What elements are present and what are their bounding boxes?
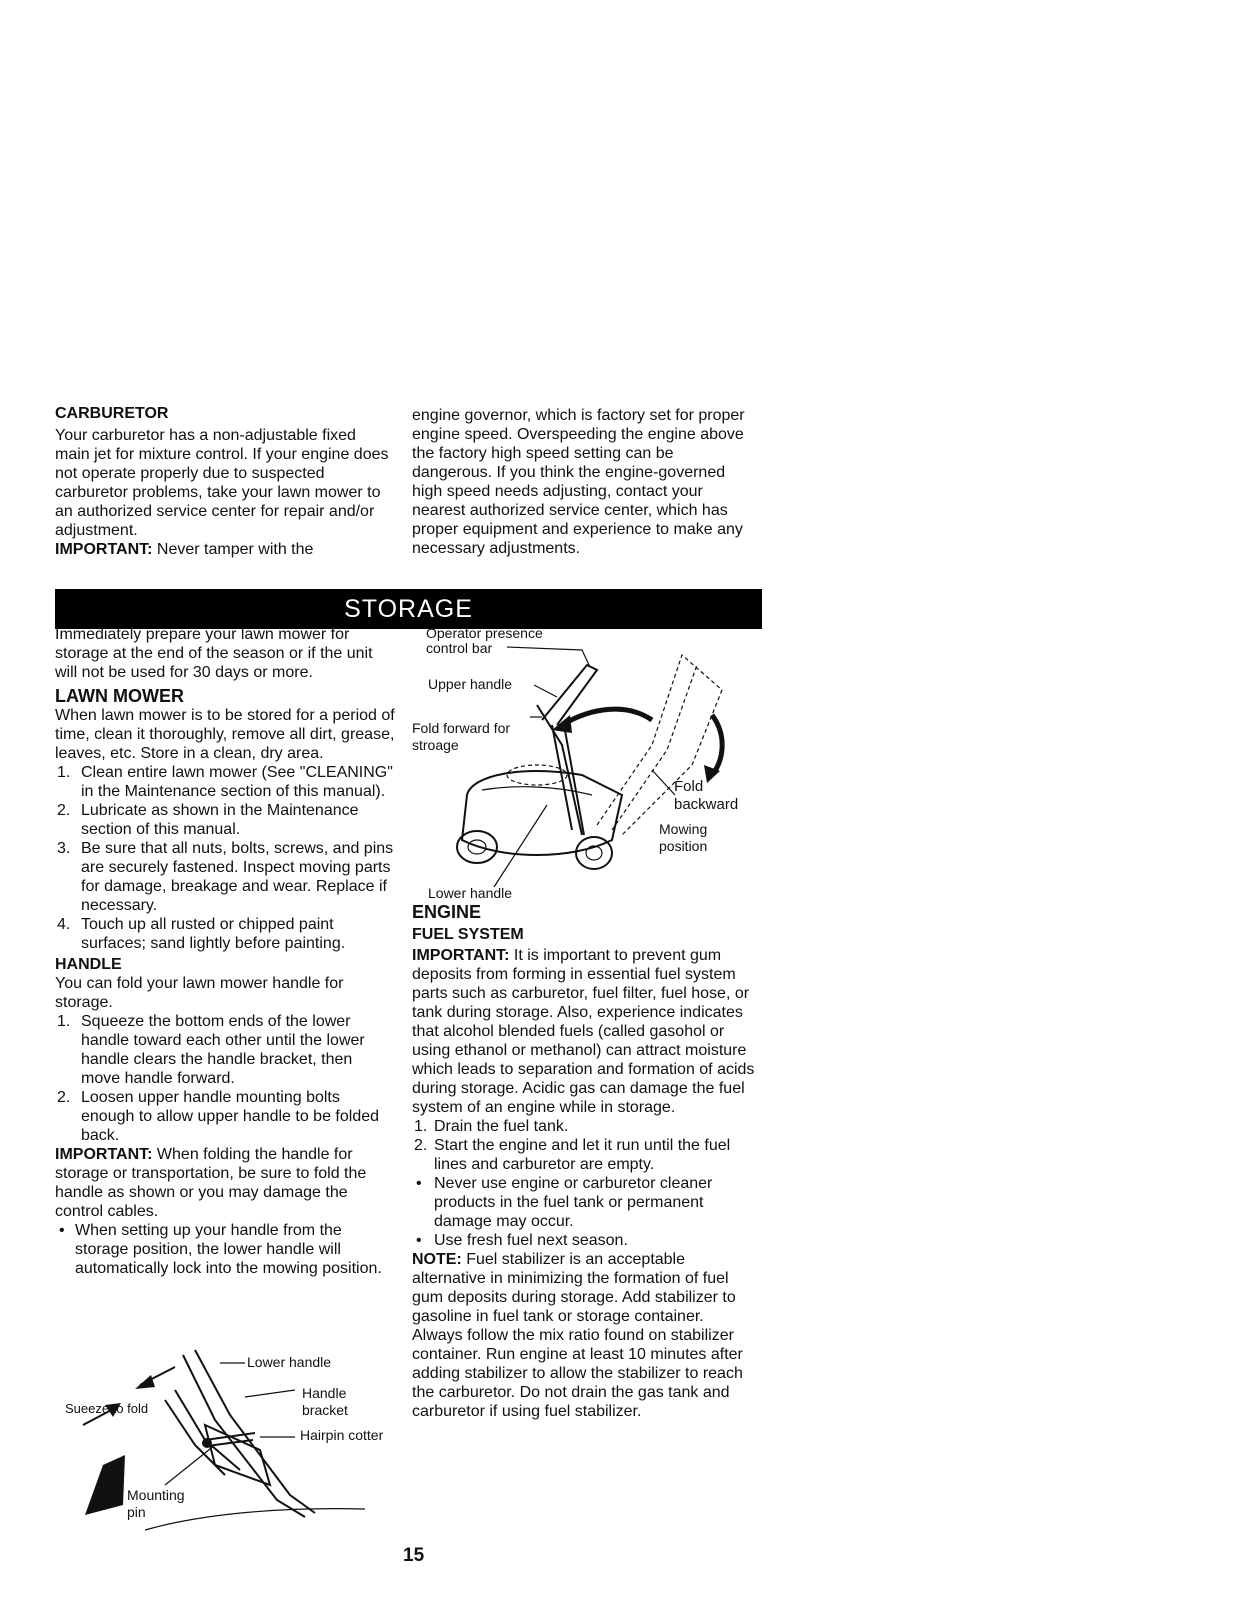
step-text: Loosen upper handle mounting bolts enough to allow upper handle to be folded back.	[81, 1089, 380, 1144]
engine-section	[412, 903, 757, 1421]
list-item	[412, 1231, 757, 1250]
operator-label-2: control bar	[426, 640, 493, 656]
handle-heading: HANDLE	[55, 956, 122, 973]
lawn-mower-body: When lawn mower is to be stored for a period of time, clean it thoroughly, remove all dirt, grease, leaves, etc. Store in a clean, dry area.	[55, 707, 395, 762]
handle-bracket-label-1: Handle	[302, 1385, 347, 1401]
mowing-label-1: Mowing	[659, 821, 708, 837]
lawn-mower-steps	[55, 763, 395, 953]
step-number: 4.	[57, 916, 71, 933]
fold-forward-label-2: stroage	[412, 737, 459, 753]
page-number: 15	[403, 1545, 425, 1566]
storage-left-column	[55, 625, 395, 1278]
bullet-text: When setting up your handle from the storage position, the lower handle will automatically lock into the mowing position.	[75, 1222, 382, 1277]
mounting-label-2: pin	[127, 1504, 146, 1520]
operator-label-1: Operator presence	[426, 625, 543, 641]
step-number: 2.	[414, 1137, 428, 1154]
handle-bullets	[55, 1221, 395, 1278]
step-text: Drain the fuel tank.	[434, 1118, 569, 1135]
step-text: Be sure that all nuts, bolts, screws, and pins are securely fastened. Inspect moving parts for damage, breakage and wear. Replace if necessary.	[81, 840, 394, 914]
note-label: NOTE:	[412, 1251, 462, 1268]
engine-bullets	[412, 1174, 757, 1250]
bullet-dot: •	[416, 1232, 422, 1249]
step-text: Lubricate as shown in the Maintenance section of this manual.	[81, 802, 359, 838]
carburetor-continued	[412, 406, 752, 558]
important-label: IMPORTANT:	[55, 541, 153, 558]
step-number: 1.	[414, 1118, 428, 1135]
important-label: IMPORTANT:	[412, 947, 510, 964]
mounting-label-1: Mounting	[127, 1487, 185, 1503]
list-item	[412, 1136, 757, 1174]
upper-handle-label: Upper handle	[428, 676, 513, 692]
handle-figure	[55, 1345, 400, 1535]
important-text: When folding the handle for storage or transportation, be sure to fold the handle as shown or you may damage the control cables.	[55, 1146, 367, 1220]
note-text: Fuel stabilizer is an acceptable alternative in minimizing the formation of fuel gum deposits during storage. Add stabilizer to gasoline in fuel tank or storage container. Always follow the mix ratio found on stabilizer container. Run engine at least 10 minutes after adding stabilizer to allow the stabilizer to reach the carburetor. Do not drain the gas tank and carburetor if using fuel stabilizer.	[412, 1251, 743, 1420]
step-number: 2.	[57, 802, 71, 819]
hairpin-label: Hairpin cotter	[300, 1427, 384, 1443]
carburetor-important	[55, 540, 395, 559]
step-text: Start the engine and let it run until the fuel lines and carburetor are empty.	[434, 1137, 731, 1173]
bullet-dot: •	[416, 1175, 422, 1192]
step-text: Squeeze the bottom ends of the lower handle toward each other until the lower handle clears the handle bracket, then move handle forward.	[81, 1013, 365, 1087]
list-item	[55, 1088, 395, 1145]
carburetor-continued-text: engine governor, which is factory set for proper engine speed. Overspeeding the engine above the factory high speed setting can be dangerous. If you think the engine-governed high speed needs adjusting, contact your nearest authorized service center, which has proper equipment and experience to make any necessary adjustments.	[412, 407, 745, 557]
list-item	[412, 1117, 757, 1136]
list-item	[412, 1174, 757, 1231]
engine-heading: ENGINE	[412, 902, 482, 922]
step-number: 2.	[57, 1089, 71, 1106]
bullet-text: Use fresh fuel next season.	[434, 1232, 628, 1249]
handle-body: You can fold your lawn mower handle for storage.	[55, 975, 344, 1011]
carburetor-section	[55, 404, 395, 559]
storage-intro: Immediately prepare your lawn mower for storage at the end of the season or if the unit will not be used for 30 days or more.	[55, 626, 373, 681]
handle-bracket-label-2: bracket	[302, 1402, 348, 1418]
fold-label-2: backward	[674, 796, 739, 813]
step-number: 1.	[57, 764, 71, 781]
list-item	[55, 1012, 395, 1088]
list-item	[55, 839, 395, 915]
bullet-dot: •	[59, 1222, 65, 1239]
mower-illustration	[412, 625, 757, 905]
step-text: Clean entire lawn mower (See "CLEANING" in the Maintenance section of this manual).	[81, 764, 393, 800]
lawn-mower-heading: LAWN MOWER	[55, 686, 184, 706]
list-item	[55, 801, 395, 839]
mower-figure	[412, 625, 757, 905]
important-text: It is important to prevent gum deposits from forming in essential fuel system parts such as carburetor, fuel filter, fuel hose, or tank during storage. Also, experience indicates that alcohol blended fuels (called gasohol or using ethanol or methanol) can attract moisture which leads to separation and formation of acids during storage. Acidic gas can damage the fuel system of an engine while in storage.	[412, 947, 755, 1116]
fold-forward-label-1: Fold forward for	[412, 720, 511, 736]
storage-banner: STORAGE	[55, 589, 762, 629]
step-number: 3.	[57, 840, 71, 857]
engine-steps	[412, 1117, 757, 1174]
sueeze-label: Sueeze to fold	[65, 1401, 149, 1416]
step-text: Touch up all rusted or chipped paint surfaces; sand lightly before painting.	[81, 916, 346, 952]
handle-important	[55, 1145, 395, 1221]
mowing-label-2: position	[659, 838, 708, 854]
bullet-text: Never use engine or carburetor cleaner products in the fuel tank or permanent damage may occur.	[434, 1175, 713, 1230]
lower-handle-label: Lower handle	[428, 885, 513, 901]
list-item	[55, 763, 395, 801]
list-item	[55, 915, 395, 953]
list-item	[55, 1221, 395, 1278]
engine-important	[412, 946, 757, 1117]
important-label: IMPORTANT:	[55, 1146, 153, 1163]
fuel-system-heading: FUEL SYSTEM	[412, 926, 524, 943]
important-text: Never tamper with the	[152, 541, 314, 558]
engine-note	[412, 1250, 757, 1421]
step-number: 1.	[57, 1013, 71, 1030]
fold-label-1: Fold	[674, 778, 704, 795]
lower-handle-label: Lower handle	[247, 1354, 332, 1370]
carburetor-heading: CARBURETOR	[55, 405, 169, 422]
carburetor-body: Your carburetor has a non-adjustable fixed main jet for mixture control. If your engine does not operate properly due to suspected carburetor problems, take your lawn mower to an authorized service center for repair and/or adjustment.	[55, 427, 389, 539]
handle-steps	[55, 1012, 395, 1145]
